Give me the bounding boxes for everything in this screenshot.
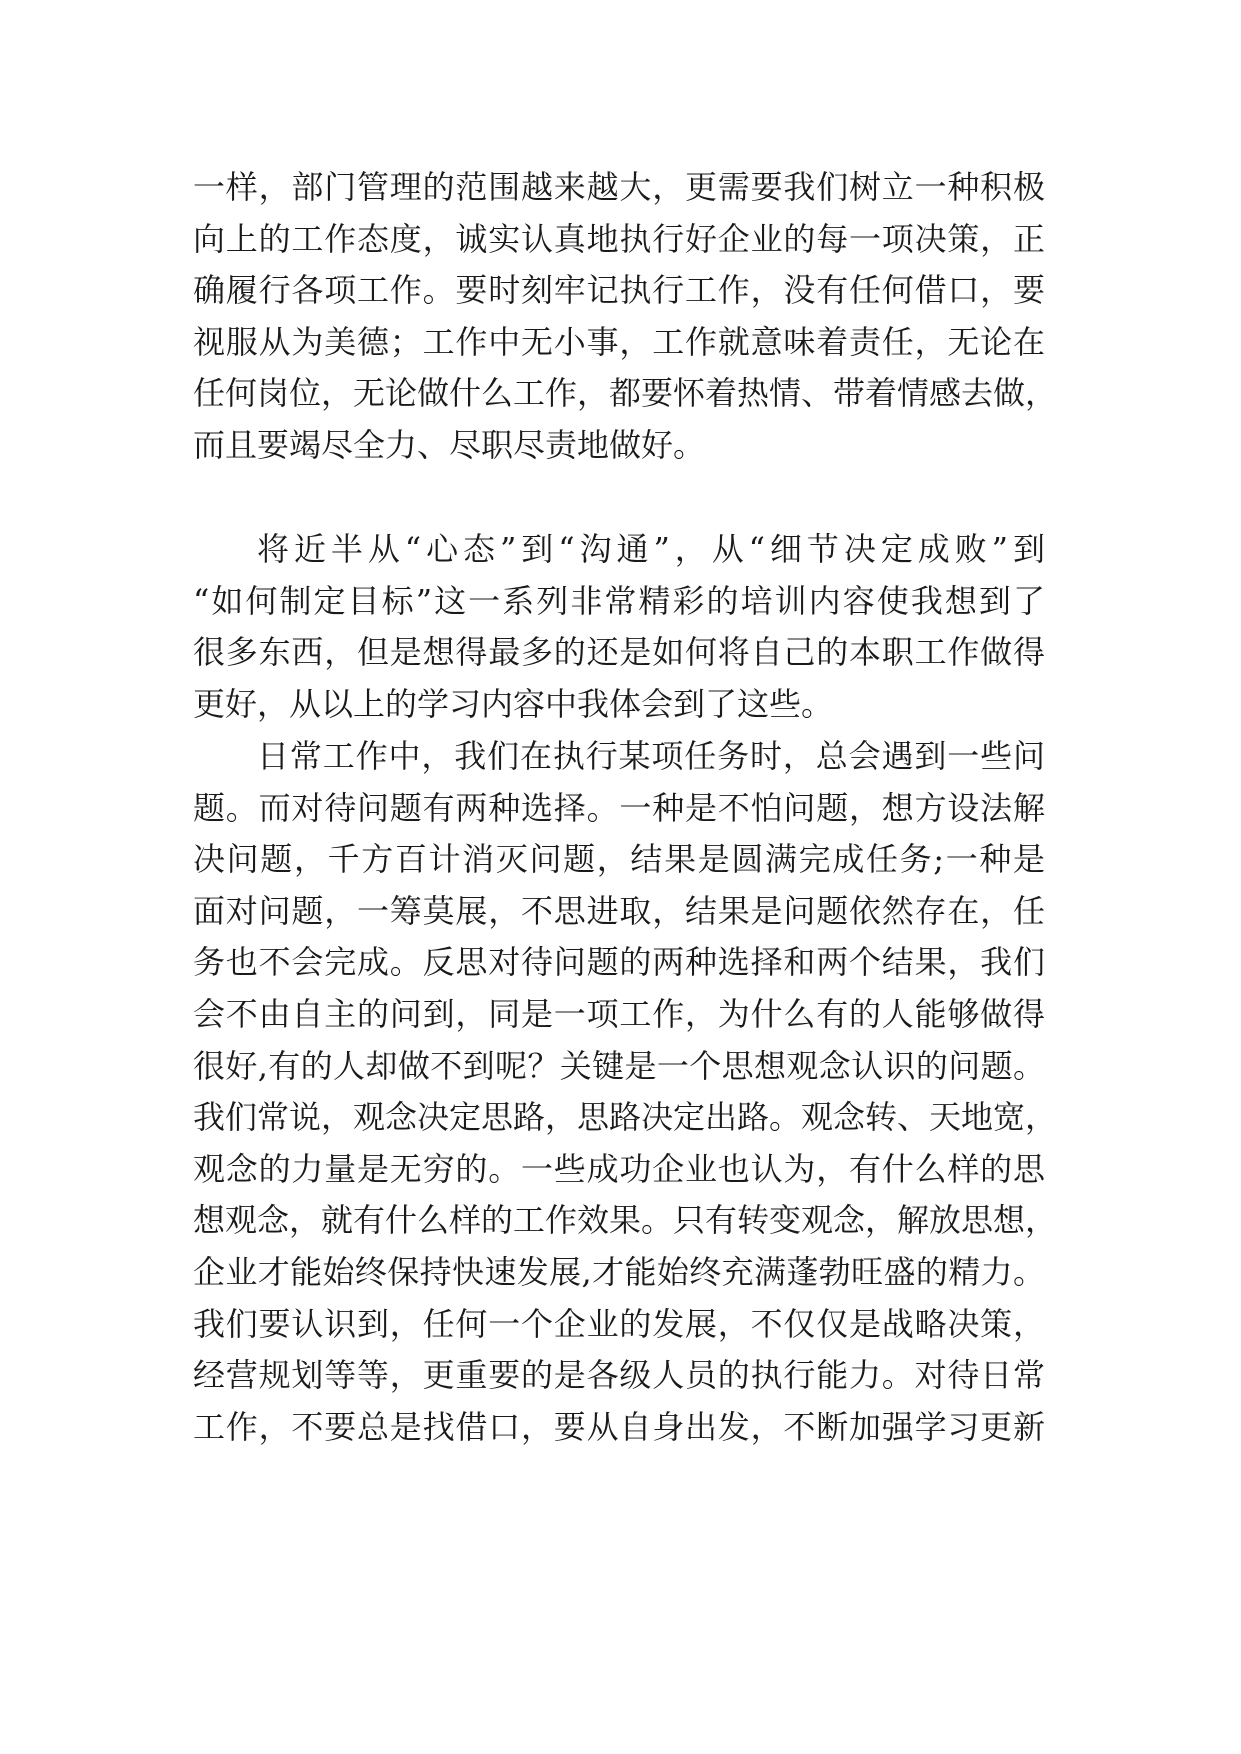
paragraph-line: “如何制定目标”这一系列非常精彩的培训内容使我想到了 xyxy=(193,581,1045,620)
paragraph-3 xyxy=(193,731,1058,1453)
paragraph-line: 视服从为美德；工作中无小事，工作就意味着责任，无论在 xyxy=(193,322,1045,361)
paragraph-line: 务也不会完成。反思对待问题的两种选择和两个结果，我们 xyxy=(193,943,1045,982)
paragraph-line: 很好,有的人却做不到呢？关键是一个思想观念认识的问题。 xyxy=(193,1046,1045,1085)
paragraph-line: 日常工作中，我们在执行某项任务时，总会遇到一些问 xyxy=(257,737,1045,775)
paragraph-line: 更好，从以上的学习内容中我体会到了这些。 xyxy=(193,684,834,723)
paragraph-line: 面对问题，一筹莫展，不思进取，结果是问题依然存在，任 xyxy=(193,891,1045,930)
paragraph-line: 想观念，就有什么样的工作效果。只有转变观念，解放思想， xyxy=(193,1201,1058,1240)
paragraph-line: 我们要认识到，任何一个企业的发展，不仅仅是战略决策， xyxy=(193,1304,1045,1343)
paragraph-line: 任何岗位，无论做什么工作，都要怀着热情、带着情感去做， xyxy=(193,374,1058,413)
paragraph-line: 确履行各项工作。要时刻牢记执行工作，没有任何借口，要 xyxy=(193,271,1045,310)
paragraph-line: 题。而对待问题有两种选择。一种是不怕问题，想方设法解 xyxy=(193,788,1045,827)
paragraph-line: 经营规划等等，更重要的是各级人员的执行能力。对待日常 xyxy=(193,1356,1045,1395)
paragraph-line: 决问题，千方百计消灭问题，结果是圆满完成任务;一种是 xyxy=(193,840,1045,879)
paragraph-2 xyxy=(193,524,1045,730)
paragraph-line: 很多东西，但是想得最多的还是如何将自己的本职工作做得 xyxy=(193,633,1045,672)
paragraph-line: 将近半从“心态”到“沟通”，从“细节决定成败”到 xyxy=(257,530,1045,568)
paragraph-line: 向上的工作态度，诚实认真地执行好企业的每一项决策，正 xyxy=(193,219,1045,258)
paragraph-line: 工作，不要总是找借口，要从自身出发，不断加强学习更新 xyxy=(193,1407,1045,1446)
paragraph-line: 企业才能始终保持快速发展,才能始终充满蓬勃旺盛的精力。 xyxy=(193,1252,1045,1291)
paragraph-line: 我们常说，观念决定思路，思路决定出路。观念转、天地宽， xyxy=(193,1098,1058,1137)
paragraph-line: 而且要竭尽全力、尽职尽责地做好。 xyxy=(193,425,706,464)
paragraph-line: 观念的力量是无穷的。一些成功企业也认为，有什么样的思 xyxy=(193,1149,1045,1188)
paragraph-line: 会不由自主的问到，同是一项工作，为什么有的人能够做得 xyxy=(193,994,1045,1033)
paragraph-1 xyxy=(193,162,1058,472)
paragraph-line: 一样，部门管理的范围越来越大，更需要我们树立一种积极 xyxy=(193,168,1045,206)
